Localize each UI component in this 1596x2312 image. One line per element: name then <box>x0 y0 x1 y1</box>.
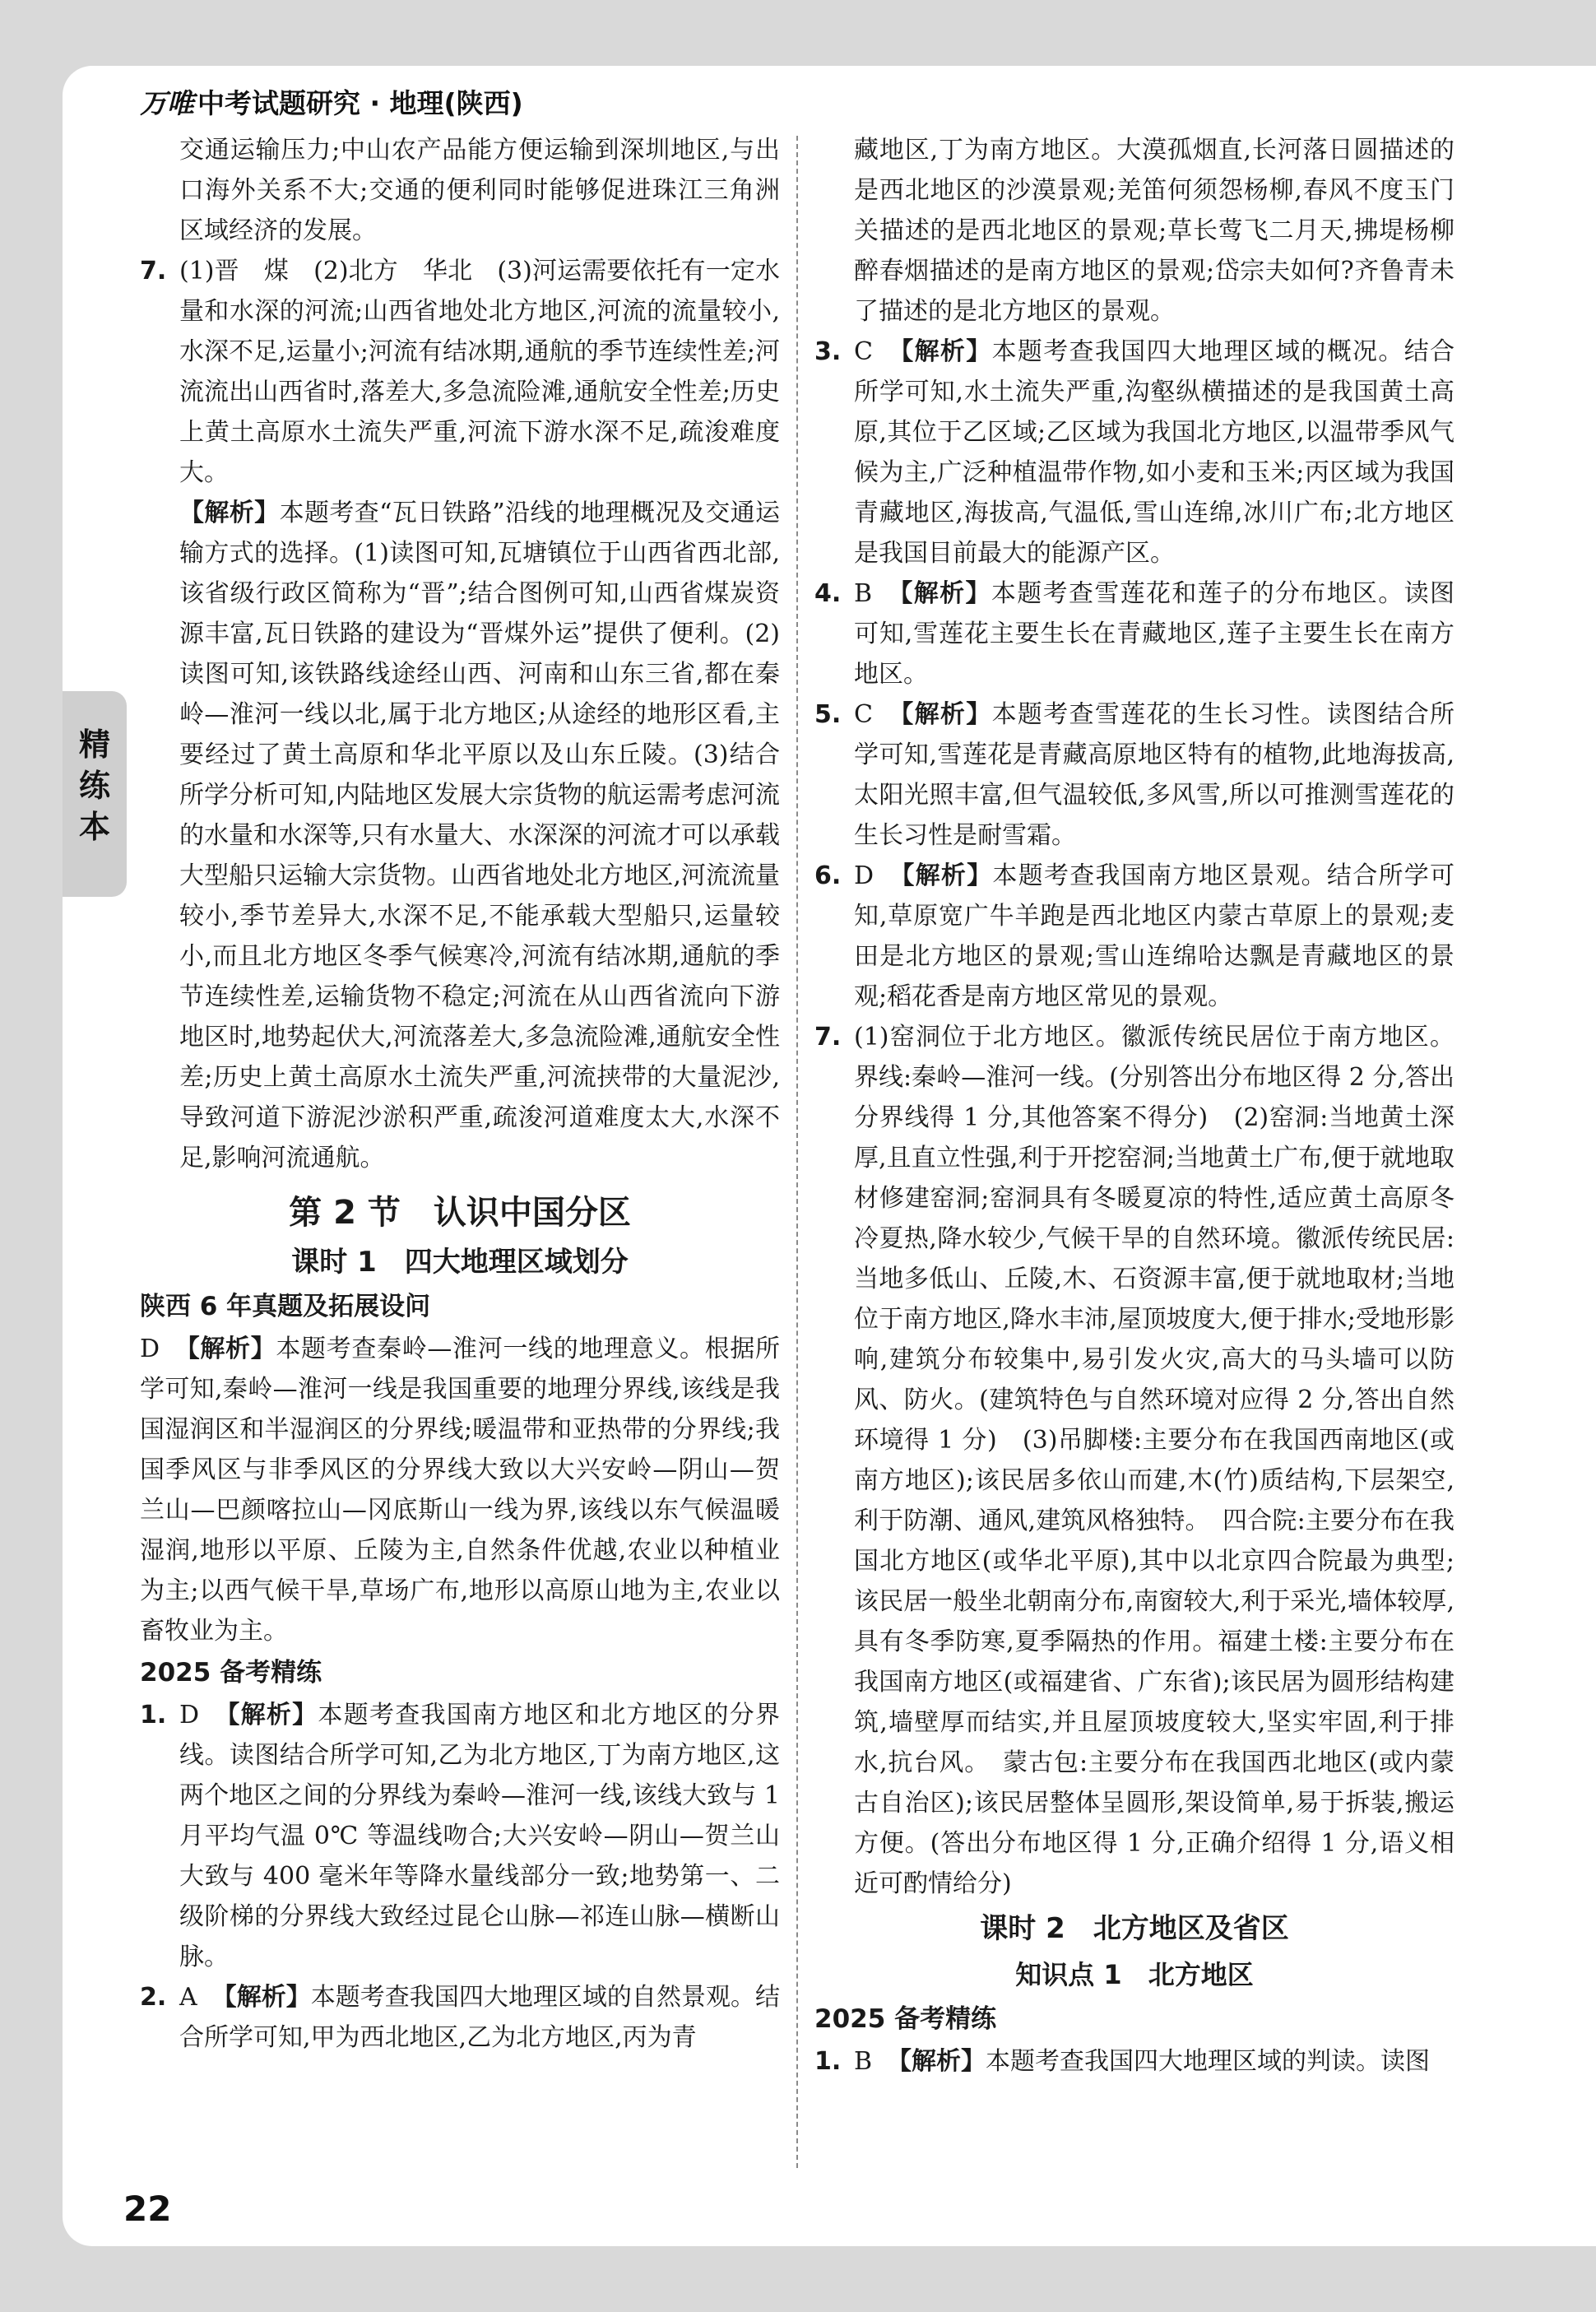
exam-questions-heading: 陕西 6 年真题及拓展设问 <box>140 1292 431 1321</box>
continued-paragraph: 交通运输压力;中山农产品能方便运输到深圳地区,与出口海外关系不大;交通的便利同时能够促进珠江三角洲区域经济的发展。 <box>179 136 780 245</box>
question-number: 4. <box>814 579 842 608</box>
analysis-tag: 【解析】 <box>214 1701 318 1729</box>
section-title: 第 2 节 认识中国分区 <box>289 1194 631 1232</box>
answer-text <box>854 332 1454 573</box>
question-number: 7. <box>140 257 167 286</box>
brand-logo: 万唯 <box>140 87 194 119</box>
right-column <box>814 130 1454 2082</box>
answer-text <box>854 2041 1454 2082</box>
analysis-body: 本题考查我国南方地区和北方地区的分界线。读图结合所学可知,乙为北方地区,丁为南方地区,这两个地区之间的分界线为秦岭—淮河一线,该线大致与 1 月平均气温 0℃ 等温线吻合;大兴安岭—阴山—贺兰山大致与 400 毫米年等降水量线部分一致;地势第一、二级阶梯的分界线大致经过昆仑山脉—祁连山脉—横断山脉。 <box>179 1701 781 1971</box>
question-number: 1. <box>814 2047 842 2076</box>
answer-letter: D <box>140 1335 160 1363</box>
analysis-tag: 【解析】 <box>887 2047 986 2076</box>
question-number: 1. <box>140 1701 167 1729</box>
question-1 <box>814 2041 1454 2082</box>
question-1 <box>140 1695 780 1977</box>
analysis-body: 本题考查“瓦日铁路”沿线的地理概况及交通运输方式的选择。(1)读图可知,瓦塘镇位于山西省西北部,该省级行政区简称为“晋”;结合图例可知,山西省煤炭资源丰富,瓦日铁路的建设为“晋煤外运”提供了便利。(2)读图可知,该铁路线途经山西、河南和山东三省,都在秦岭—淮河一线以北,属于北方地区;从途经的地形区看,主要经过了黄土高原和华北平原以及山东丘陵。(3)结合所学分析可知,内陆地区发展大宗货物的航运需考虑河流的水量和水深等,只有水量大、水深深的河流才可以承载大型船只运输大宗货物。山西省地处北方地区,河流流量较小,季节差异大,水深不足,不能承载大型船只,运量较小,而且北方地区冬季气候寒冷,河流有结冰期,通航的季节连续性差,运输货物不稳定;河流在从山西省流向下游地区时,地势起伏大,河流落差大,多急流险滩,通航安全性差;历史上黄土高原水土流失严重,河流挟带的大量泥沙,导致河道下游泥沙淤积严重,疏浚河道难度太大,水深不足,影响河流通航。 <box>179 499 780 1172</box>
analysis-body: 本题考查我国四大地理区域的概况。结合所学可知,水土流失严重,沟壑纵横描述的是我国黄土高原,其位于乙区域;乙区域为我国北方地区,以温带季风气候为主,广泛种植温带作物,如小麦和玉米;丙区域为我国青藏地区,海拔高,气温低,雪山连绵,冰川广布;北方地区是我国目前最大的能源产区。 <box>854 337 1455 568</box>
continued-paragraph: 藏地区,丁为南方地区。大漠孤烟直,长河落日圆描述的是西北地区的沙漠景观;羌笛何须怨杨柳,春风不度玉门关描述的是西北地区的景观;草长莺飞二月天,拂堤杨柳醉春烟描述的是南方地区的景观;岱宗夫如何?齐鲁青未了描述的是北方地区的景观。 <box>854 136 1454 326</box>
answer-letter: B <box>854 2047 873 2076</box>
lesson-title: 课时 1 四大地理区域划分 <box>291 1246 629 1279</box>
question-6 <box>814 856 1454 1017</box>
answer-letter: C <box>854 700 873 729</box>
question-2 <box>140 1977 780 2058</box>
answer-letter: D <box>854 861 875 890</box>
practice-heading: 2025 备考精练 <box>814 2004 997 2034</box>
question-7 <box>140 251 780 1178</box>
analysis-tag: 【解析】 <box>887 579 991 608</box>
answer-text <box>854 573 1454 694</box>
answer-text <box>179 1695 780 1977</box>
analysis-text <box>179 493 780 1178</box>
shaanxi-answer <box>140 1329 780 1651</box>
side-tab-label: 精练本 <box>78 727 110 845</box>
answer-text <box>854 856 1454 1017</box>
analysis-body: 本题考查雪莲花的生长习性。读图结合所学可知,雪莲花是青藏高原地区特有的植物,此地海拔高,太阳光照丰富,但气温较低,多风雪,所以可推测雪莲花的生长习性是耐雪霜。 <box>854 700 1455 850</box>
analysis-tag: 【解析】 <box>174 1335 276 1363</box>
answer-letter: B <box>854 579 873 608</box>
answer-text <box>179 1977 780 2058</box>
side-tab <box>63 691 127 897</box>
column-divider <box>796 136 798 2168</box>
analysis-body: 本题考查我国四大地理区域的自然景观。结合所学可知,甲为西北地区,乙为北方地区,丙为青 <box>179 1983 781 2052</box>
analysis-tag: 【解析】 <box>887 700 992 729</box>
question-number: 7. <box>814 1023 842 1052</box>
analysis-body: 本题考查我国四大地理区域的判读。读图 <box>986 2047 1431 2076</box>
lesson-title: 课时 2 北方地区及省区 <box>980 1912 1289 1945</box>
answer-text: (1)晋 煤 (2)北方 华北 (3)河运需要依托有一定水量和水深的河流;山西省地处北方地区,河流的流量较小,水深不足,运量小;河流有结冰期,通航的季节连续性差;河流流出山西省时,落差大,多急流险滩,通航安全性差;历史上黄土高原水土流失严重,河流下游水深不足,疏浚难度大。 <box>179 257 780 487</box>
left-column <box>140 130 780 2058</box>
running-header <box>140 82 523 121</box>
question-7 <box>814 1017 1454 1904</box>
question-number: 6. <box>814 861 842 890</box>
analysis-tag: 【解析】 <box>888 861 993 890</box>
answer-letter: C <box>854 337 873 366</box>
book-title: 中考试题研究 · 地理(陕西) <box>197 87 523 119</box>
analysis-body: 本题考查雪莲花和莲子的分布地区。读图可知,雪莲花主要生长在青藏地区,莲子主要生长在南方地区。 <box>854 579 1455 689</box>
analysis-tag: 【解析】 <box>887 337 992 366</box>
analysis-body: 本题考查秦岭—淮河一线的地理意义。根据所学可知,秦岭—淮河一线是我国重要的地理分界线,该线是我国湿润区和半湿润区的分界线;暖温带和亚热带的分界线;我国季风区与非季风区的分界线大致以大兴安岭—阴山—贺兰山—巴颜喀拉山—冈底斯山一线为界,该线以东气候温暖湿润,地形以平原、丘陵为主,自然条件优越,农业以种植业为主;以西气候干旱,草场广布,地形以高原山地为主,农业以畜牧业为主。 <box>140 1335 781 1646</box>
analysis-tag: 【解析】 <box>179 499 280 527</box>
knowledge-point-title: 知识点 1 北方地区 <box>1015 1959 1254 1990</box>
question-3 <box>814 332 1454 573</box>
question-4 <box>814 573 1454 694</box>
analysis-tag: 【解析】 <box>211 1983 311 2012</box>
answer-text: (1)窑洞位于北方地区。徽派传统民居位于南方地区。界线:秦岭—淮河一线。(分别答出分布地区得 2 分,答出分界线得 1 分,其他答案不得分) (2)窑洞:当地黄土深厚,且直立性强,利于开挖窑洞;当地黄土广布,便于就地取材修建窑洞;窑洞具有冬暖夏凉的特性,适应黄土高原冬冷夏热,降水较少,气候干旱的自然环境。徽派传统民居:当地多低山、丘陵,木、石资源丰富,便于就地取材;当地位于南方地区,降水丰沛,屋顶坡度大,便于排水;受地形影响,建筑分布较集中,易引发火灾,高大的马头墙可以防风、防火。(建筑特色与自然环境对应得 2 分,答出自然环境得 1 分) (3)吊脚楼:主要分布在我国西南地区(或南方地区);该民居多依山而建,木(竹)质结构,下层架空,利于防潮、通风,建筑风格独特。 四合院:主要分布在我国北方地区(或华北平原),其中以北京四合院最为典型;该民居一般坐北朝南分布,南窗较大,利于采光,墙体较厚,具有冬季防寒,夏季隔热的作用。福建土楼:主要分布在我国南方地区(或福建省、广东省);该民居为圆形结构建筑,墙壁厚而结实,并且屋顶坡度较大,坚实牢固,利于排水,抗台风。 蒙古包:主要分布在我国西北地区(或内蒙古自治区);该民居整体呈圆形,架设简单,易于拆装,搬运方便。(答出分布地区得 1 分,正确介绍得 1 分,语义相近可酌情给分) <box>854 1023 1454 1898</box>
practice-heading: 2025 备考精练 <box>140 1658 322 1688</box>
question-number: 5. <box>814 700 842 729</box>
answer-letter: A <box>179 1983 197 2012</box>
question-number: 2. <box>140 1983 167 2012</box>
answer-letter: D <box>179 1701 200 1729</box>
answer-text <box>854 694 1454 856</box>
page-number: 22 <box>123 2189 172 2229</box>
question-5 <box>814 694 1454 856</box>
analysis-body: 本题考查我国南方地区景观。结合所学可知,草原宽广牛羊跑是西北地区内蒙古草原上的景观;麦田是北方地区的景观;雪山连绵哈达飘是青藏地区的景观;稻花香是南方地区常见的景观。 <box>854 861 1455 1011</box>
question-number: 3. <box>814 337 842 366</box>
